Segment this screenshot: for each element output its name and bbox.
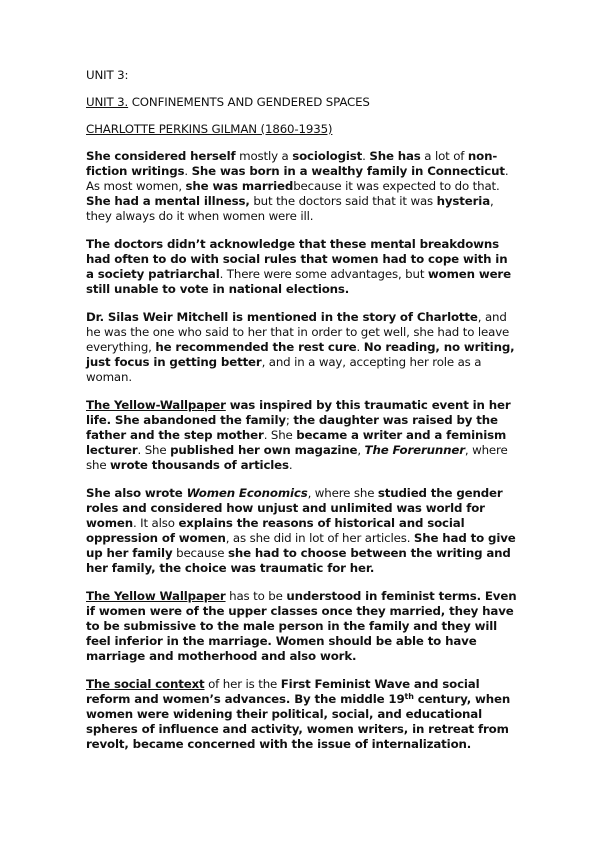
paragraph-5 <box>86 486 518 576</box>
author-name: CHARLOTTE PERKINS GILMAN (1860-1935) <box>86 122 333 136</box>
p3-text-bold: Dr. Silas Weir Mitchell is mentioned in the story of Charlotte <box>86 310 478 324</box>
p4-text-bold: wrote thousands of articles <box>110 458 289 472</box>
paragraph-3 <box>86 310 518 385</box>
p1-text: but the doctors said that it was <box>249 194 437 208</box>
paragraph-6 <box>86 589 518 664</box>
p5-text-bold: explains the reasons of historical and social oppression of women <box>86 516 465 545</box>
p4-text: ; <box>285 413 294 427</box>
p6-text: has to be <box>225 589 287 603</box>
p1-text-bold: non-fiction writings <box>86 149 498 178</box>
p4-text: . <box>288 458 293 472</box>
yellow-wallpaper-title: The Yellow-Wallpaper <box>86 398 226 412</box>
p2-text-bold: The doctors didn’t acknowledge that these mental breakdowns had often to do with social rules that women had to cope with in a society patriarchal <box>86 237 508 281</box>
p1-text: . <box>184 164 192 178</box>
p4-text: . She <box>263 428 297 442</box>
yellow-wallpaper-title: The Yellow Wallpaper <box>86 589 226 603</box>
p3-text: . <box>356 340 364 354</box>
p7-text-bold: century, when women were widening their political, social, and educational spheres of influence and activity, women writers, in retreat from revolt, became concerned with the issue of internalization. <box>86 692 511 751</box>
p3-text: , and he was the one who said to her that in order to get well, she had to leave everything, <box>86 310 510 354</box>
p1-text-bold: she was married <box>185 179 294 193</box>
p4-text-bold: published her own magazine <box>170 443 358 457</box>
p4-text: , where she <box>86 443 508 472</box>
p5-text-bold: She also wrote <box>86 486 187 500</box>
p1-text: , they always do it when women were ill. <box>86 194 494 223</box>
unit-heading-prefix: UNIT 3. <box>86 95 129 109</box>
p1-text: mostly a <box>235 149 293 163</box>
p3-text-bold: No reading, no writing, just focus in getting better <box>86 340 515 369</box>
p5-text: , where she <box>307 486 378 500</box>
p2-text-bold: women were still unable to vote in national elections. <box>86 267 511 296</box>
p1-text-bold: She had a mental illness, <box>86 194 250 208</box>
paragraph-7 <box>86 677 518 752</box>
p4-text-bold: became a writer and a feminism lecturer <box>86 428 507 457</box>
p3-text-bold: he recommended the rest cure <box>155 340 357 354</box>
p7-text: of her is the <box>204 677 281 691</box>
p1-text: a lot of <box>420 149 468 163</box>
paragraph-1 <box>86 149 518 224</box>
p5-text-bold: she had to choose between the writing and her family, the choice was traumatic for her. <box>86 546 511 575</box>
p1-text-bold: She considered herself <box>86 149 236 163</box>
ordinal-superscript: th <box>404 692 414 701</box>
paragraph-4 <box>86 398 518 473</box>
p1-text-bold: She was born in a wealthy family in Connecticut <box>191 164 505 178</box>
p1-text-bold: hysteria <box>436 194 491 208</box>
unit-heading-rest: CONFINEMENTS AND GENDERED SPACES <box>128 95 370 109</box>
p6-text-bold: understood in feminist terms. Even if women were of the upper classes once they married, they have to be submissive to the male person in the family and they will feel inferior in the marriage. Women should be able to have marriage and motherhood and also work. <box>86 589 517 663</box>
unit-heading <box>86 95 518 110</box>
p5-text: because <box>172 546 228 560</box>
p4-text-bold: was inspired by this traumatic event in her life. She abandoned the family <box>86 398 511 427</box>
p1-text: . <box>362 149 370 163</box>
p2-text: . There were some advantages, but <box>219 267 428 281</box>
p5-text: . It also <box>132 516 179 530</box>
p1-text-bold: She has <box>369 149 421 163</box>
forerunner-title: The Forerunner <box>364 443 465 457</box>
p1-text: because it was expected to do that. <box>293 179 500 193</box>
p4-text: , <box>357 443 365 457</box>
author-heading <box>86 122 518 137</box>
p5-text: , as she did in lot of her articles. <box>225 531 414 545</box>
women-economics-title: Women Economics <box>186 486 308 500</box>
p5-text-bold: studied the gender roles and considered how unjust and unlimited was world for women <box>86 486 503 530</box>
p1-text-bold: sociologist <box>292 149 363 163</box>
p4-text: . She <box>137 443 171 457</box>
p7-text-bold: First Feminist Wave and social reform and women’s advances. By the middle 19 <box>86 677 480 706</box>
p4-text-bold: the daughter was raised by the father and the step mother <box>86 413 498 442</box>
unit-label: UNIT 3: <box>86 68 129 82</box>
document-page <box>86 68 518 765</box>
social-context-label: The social context <box>86 677 205 691</box>
p5-text-bold: She had to give up her family <box>86 531 516 560</box>
p1-text: . As most women, <box>86 164 509 193</box>
paragraph-2 <box>86 237 518 297</box>
p3-text: , and in a way, accepting her role as a woman. <box>86 355 482 384</box>
